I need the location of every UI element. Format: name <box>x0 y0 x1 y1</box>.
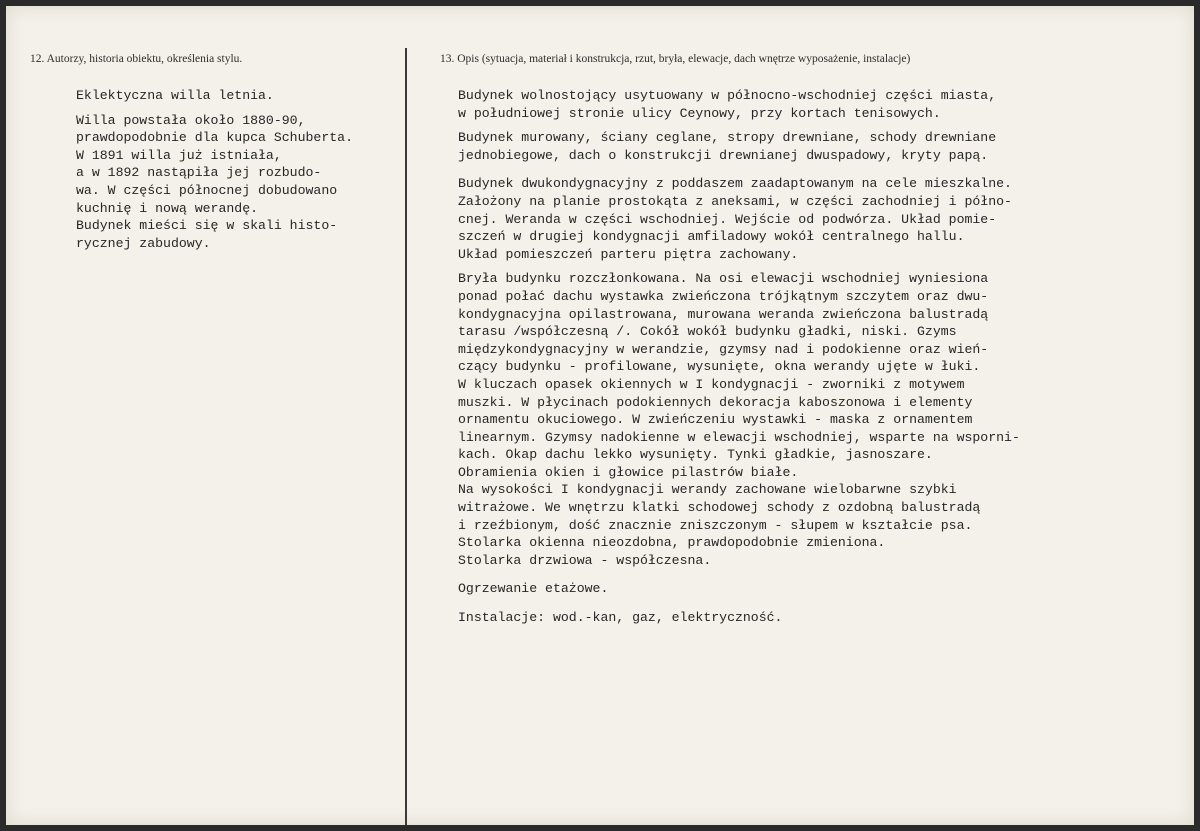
plan-line: Budynek dwukondygnacyjny z poddaszem zaadaptowanym na cele mieszkalne. <box>458 176 1012 192</box>
form-line: linearnym. Gzymsy nadokienne w elewacji wschodniej, wsparte na wsporni- <box>458 429 1020 445</box>
history-line: kuchnię i nową werandę. <box>76 200 259 216</box>
plan-paragraph <box>458 175 1020 263</box>
history-paragraph <box>76 112 353 253</box>
location-line: Budynek wolnostojący usytuowany w północno-wschodniej części miasta, <box>458 88 997 103</box>
plan-line: cnej. Weranda w części wschodniej. Wejście od podwórza. Układ pomie- <box>458 211 997 227</box>
history-line: W 1891 willa już istniała, <box>76 147 282 163</box>
form-line: tarasu /współczesną /. Cokół wokół budynku gładki, niski. Gzyms <box>458 324 957 340</box>
plan-line: Założony na planie prostokąta z aneksami, w części zachodniej i półno- <box>458 193 1012 209</box>
form-line: witrażowe. We wnętrzu klatki schodowej schody z ozdobną balustradą <box>458 500 981 516</box>
location-line: w południowej stronie ulicy Ceynowy, przy kortach tenisowych. <box>458 105 941 121</box>
history-line: rycznej zabudowy. <box>76 235 211 251</box>
location-paragraph <box>458 87 1020 122</box>
form-line: kondygnacyjna opilastrowana, murowana weranda zwieńczona balustradą <box>458 306 989 322</box>
form-line: muszki. W płycinach podokiennych dekoracja kaboszonowa i elementy <box>458 394 973 410</box>
form-line: W kluczach opasek okiennych w I kondygnacji - zworniki z motywem <box>458 376 965 392</box>
form-line: międzykondygnacyjny w werandzie, gzymsy nad i podokienne oraz wień- <box>458 341 989 357</box>
material-line: Budynek murowany, ściany ceglane, stropy drewniane, schody drewniane <box>458 130 997 146</box>
form-line: Stolarka okienna nieozdobna, prawdopodobnie zmieniona. <box>458 535 886 551</box>
form-line: Stolarka drzwiowa - współczesna. <box>458 552 712 568</box>
form-line: czący budynku - profilowane, wysunięte, okna werandy ujęte w łuki. <box>458 359 981 375</box>
history-line: Budynek mieści się w skali histo- <box>76 218 338 234</box>
form-line: Bryła budynku rozczłonkowana. Na osi elewacji wschodniej wyniesiona <box>458 271 989 287</box>
form-line: ornamentu okuciowego. W zwieńczeniu wystawki - maska z ornamentem <box>458 412 973 428</box>
plan-line: Układ pomieszczeń parteru piętra zachowany. <box>458 246 799 262</box>
style-title: Eklektyczna willa letnia. <box>76 88 274 103</box>
history-line: prawdopodobnie dla kupca Schuberta. <box>76 130 353 146</box>
column-divider <box>405 48 407 825</box>
material-paragraph <box>458 129 1020 164</box>
form-line: ponad połać dachu wystawka zwieńczona trójkątnym szczytem oraz dwu- <box>458 288 989 304</box>
installations-line: Instalacje: wod.-kan, gaz, elektryczność. <box>458 610 783 626</box>
history-column <box>76 87 353 252</box>
plan-line: szczeń w drugiej kondygnacji amfiladowy wokół centralnego hallu. <box>458 229 965 245</box>
material-line: jednobiegowe, dach o konstrukcji drewnianej dwuspadowy, kryty papą. <box>458 147 989 163</box>
section-13-header: 13. Opis (sytuacja, materiał i konstrukcja, rzut, bryła, elewacje, dach wnętrze wyposażenie, instalacje) <box>440 53 911 65</box>
form-paragraph <box>458 270 1020 569</box>
history-line: a w 1892 nastąpiła jej rozbudo- <box>76 165 322 181</box>
description-column <box>458 87 1020 627</box>
heating-line: Ogrzewanie etażowe. <box>458 581 609 597</box>
history-line: Willa powstała około 1880-90, <box>76 112 306 128</box>
history-line: wa. W części północnej dobudowano <box>76 182 338 198</box>
form-line: Obramienia okien i głowice pilastrów białe. <box>458 464 799 480</box>
form-line: kach. Okap dachu lekko wysunięty. Tynki gładkie, jasnoszare. <box>458 447 933 463</box>
section-12-header: 12. Autorzy, historia obiektu, określenia stylu. <box>30 53 243 65</box>
form-line: Na wysokości I kondygnacji werandy zachowane wielobarwne szybki <box>458 482 957 498</box>
form-line: i rzeźbionym, dość znacznie zniszczonym - słupem w kształcie psa. <box>458 517 973 533</box>
